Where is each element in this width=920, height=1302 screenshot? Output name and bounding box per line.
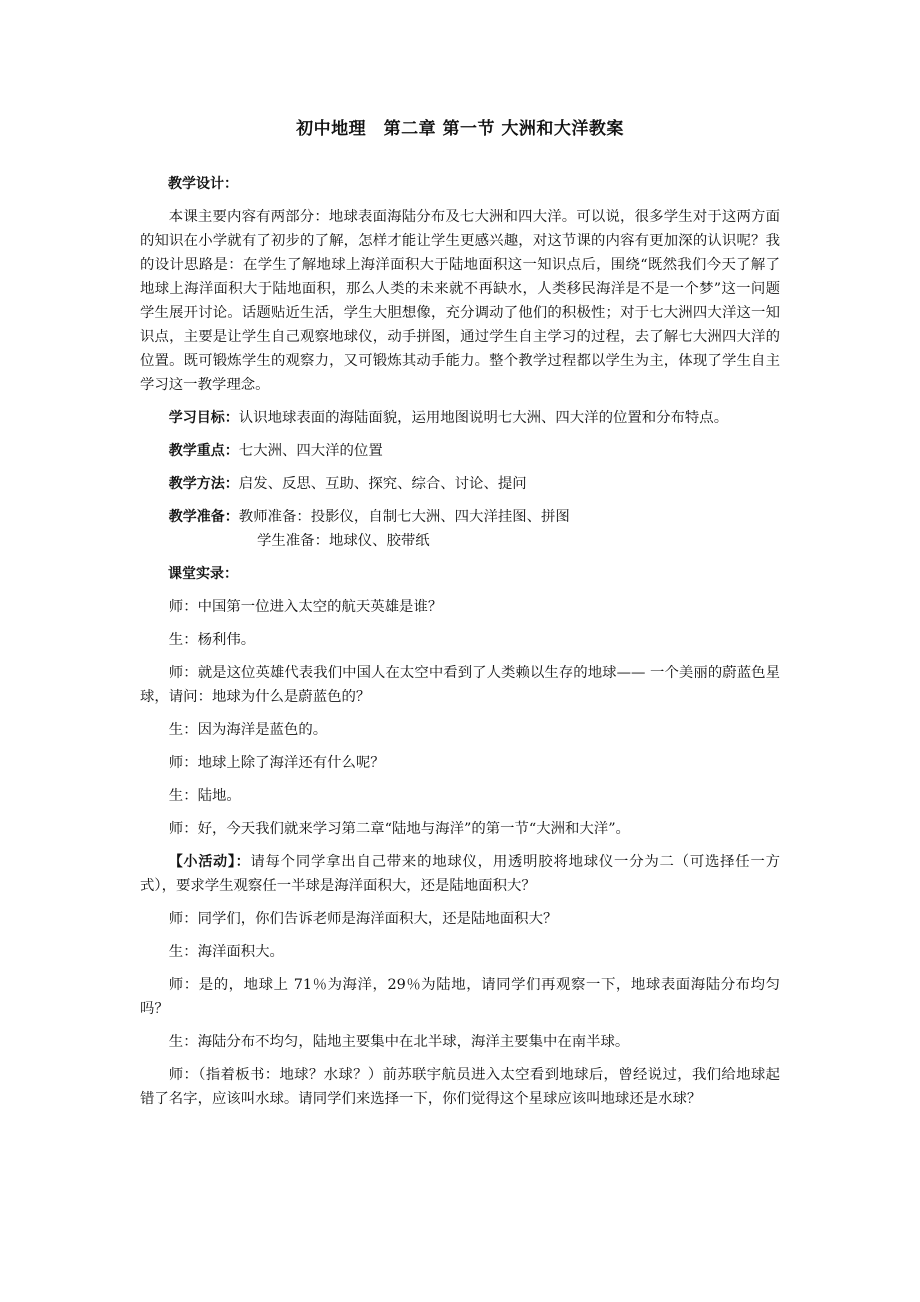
design-paragraph: 本课主要内容有两部分：地球表面海陆分布及七大洲和四大洋。可以说，很多学生对于这两方面的知识在小学就有了初步的了解，怎样才能让学生更感兴趣，对这节课的内容有更加深的认识呢？我的设计思路是：在学生了解地球上海洋面积大于陆地面积这一知识点后，围绕“既然我们今天了解了地球上海洋面积大于陆地面积，那么人类的未来就不再缺水，人类移民海洋是不是一个梦”这一问题学生展开讨论。话题贴近生活，学生大胆想像，充分调动了他们的积极性；对于七大洲四大洋这一知识点，主要是让学生自己观察地球仪，动手拼图，通过学生自主学习的过程，去了解七大洲四大洋的位置。既可锻炼学生的观察力，又可锻炼其动手能力。整个教学过程都以学生为主，体现了学生自主学习这一教学理念。 bbox=[140, 209, 780, 393]
dialogue-line: 生：海洋面积大。 bbox=[168, 944, 284, 960]
goal-label: 学习目标： bbox=[168, 410, 239, 426]
dialogue-line: 生：杨利伟。 bbox=[168, 632, 256, 648]
prep-label: 教学准备： bbox=[168, 509, 239, 525]
focus-label: 教学重点： bbox=[168, 443, 239, 459]
focus-paragraph bbox=[140, 439, 780, 463]
dialogue-line: 师：是的，地球上 71％为海洋，29％为陆地，请同学们再观察一下，地球表面海陆分布均匀吗？ bbox=[140, 977, 780, 1017]
focus-text: 七大洲、四大洋的位置 bbox=[238, 443, 383, 459]
dialogue-line: 师：（指着板书：地球？水球？）前苏联宇航员进入太空看到地球后，曾经说过，我们给地球起错了名字，应该叫水球。请同学们来选择一下，你们觉得这个星球应该叫地球还是水球？ bbox=[140, 1067, 780, 1107]
dialogue-line: 师：同学们，你们告诉老师是海洋面积大，还是陆地面积大？ bbox=[168, 911, 558, 927]
activity-text: 请每个同学拿出自己带来的地球仪，用透明胶将地球仪一分为二（可选择任一方式），要求学生观察任一半球是海洋面积大，还是陆地面积大？ bbox=[140, 854, 780, 894]
design-heading: 教学设计： bbox=[168, 176, 238, 192]
activity-label: 【小活动】： bbox=[168, 854, 251, 870]
method-paragraph bbox=[140, 472, 780, 496]
dialogue-line: 师：好，今天我们就来学习第二章“陆地与海洋”的第一节“大洲和大洋”。 bbox=[168, 821, 630, 837]
goal-text: 认识地球表面的海陆面貌，运用地图说明七大洲、四大洋的位置和分布特点。 bbox=[238, 410, 729, 426]
dialogue-line: 生：陆地。 bbox=[168, 788, 241, 804]
dialogue-line: 师：就是这位英雄代表我们中国人在太空中看到了人类赖以生存的地球—— 一个美丽的蔚蓝色星球，请问：地球为什么是蔚蓝色的？ bbox=[140, 665, 780, 705]
page-title: 初中地理 第二章 第一节 大洲和大洋教案 bbox=[296, 119, 624, 139]
method-label: 教学方法： bbox=[168, 476, 239, 492]
method-text: 启发、反思、互助、探究、综合、讨论、提问 bbox=[238, 476, 527, 492]
dialogue-line: 生：海陆分布不均匀，陆地主要集中在北半球，海洋主要集中在南半球。 bbox=[168, 1034, 630, 1050]
activity-paragraph bbox=[140, 850, 780, 898]
prep-student: 学生准备：地球仪、胶带纸 bbox=[257, 533, 430, 549]
record-heading: 课堂实录： bbox=[168, 566, 238, 582]
goal-paragraph bbox=[140, 406, 780, 430]
dialogue-line: 师：中国第一位进入太空的航天英雄是谁？ bbox=[168, 599, 443, 615]
document-body bbox=[140, 172, 780, 1120]
dialogue-line: 师：地球上除了海洋还有什么呢？ bbox=[168, 755, 385, 771]
prep-teacher: 教师准备：投影仪，自制七大洲、四大洋挂图、拼图 bbox=[238, 509, 570, 525]
dialogue-line: 生：因为海洋是蓝色的。 bbox=[168, 722, 328, 738]
prep-paragraph bbox=[140, 505, 780, 529]
